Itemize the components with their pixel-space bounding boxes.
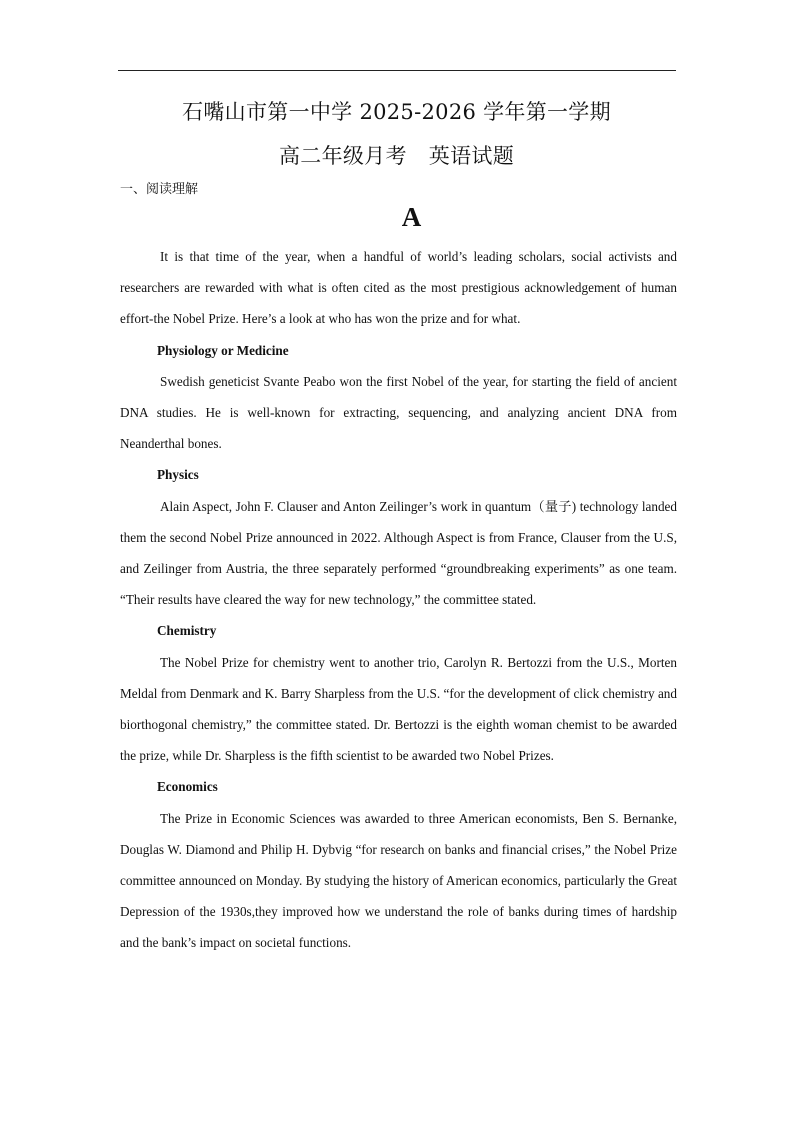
medicine-heading: Physiology or Medicine [157, 342, 289, 358]
physics-paragraph: Alain Aspect, John F. Clauser and Anton Zeilinger’s work in quantum（量子) technology landed them the second Nobel Prize announced in 2022. Although Aspect is from France, Clauser from the U.S, and Zeilinger from Austria, the three separately performed “groundbreaking experiments” as one team. “Their results have cleared the way for new technology,” the committee stated. [120, 498, 677, 608]
exam-title-subject: 英语试题 [428, 144, 514, 168]
chemistry-heading: Chemistry [157, 623, 217, 639]
exam-title [0, 140, 793, 170]
physics-heading: Physics [157, 467, 199, 483]
passage-letter: A [401, 202, 422, 232]
passage-body [120, 241, 677, 959]
school-title: 石嘴山市第一中学 2025-2026 学年第一学期 [182, 100, 611, 124]
economics-heading: Economics [157, 779, 218, 795]
chemistry-paragraph: The Nobel Prize for chemistry went to another trio, Carolyn R. Bertozzi from the U.S., Morten Meldal from Denmark and K. Barry Sharpless from the U.S. “for the development of click chemistry and biorthogonal chemistry,” the committee stated. Dr. Bertozzi is the eighth woman chemist to be awarded the prize, while Dr. Sharpless is the fifth scientist to be awarded two Nobel Prizes. [120, 654, 677, 764]
exam-title-grade: 高二年级月考 [278, 144, 407, 168]
medicine-paragraph: Swedish geneticist Svante Peabo won the first Nobel of the year, for starting the field of ancient DNA studies. He is well-known for extracting, sequencing, and analyzing ancient DNA from Neanderthal bones. [120, 373, 677, 452]
section-label: 一、阅读理解 [120, 182, 199, 197]
economics-paragraph: The Prize in Economic Sciences was awarded to three American economists, Ben S. Bernanke, Douglas W. Diamond and Philip H. Dybvig “for research on banks and financial crises,” the Nobel Prize committee announced on Monday. By studying the history of American economics, particularly the Great Depression of the 1930s,they improved how we understand the role of banks during times of hardship and the bank’s impact on societal functions. [120, 810, 677, 951]
intro-paragraph: It is that time of the year, when a handful of world’s leading scholars, social activists and researchers are rewarded with what is often cited as the most prestigious acknowledgement of human effort-the Nobel Prize. Here’s a look at who has won the prize and for what. [120, 249, 677, 327]
header-rule [118, 70, 676, 71]
